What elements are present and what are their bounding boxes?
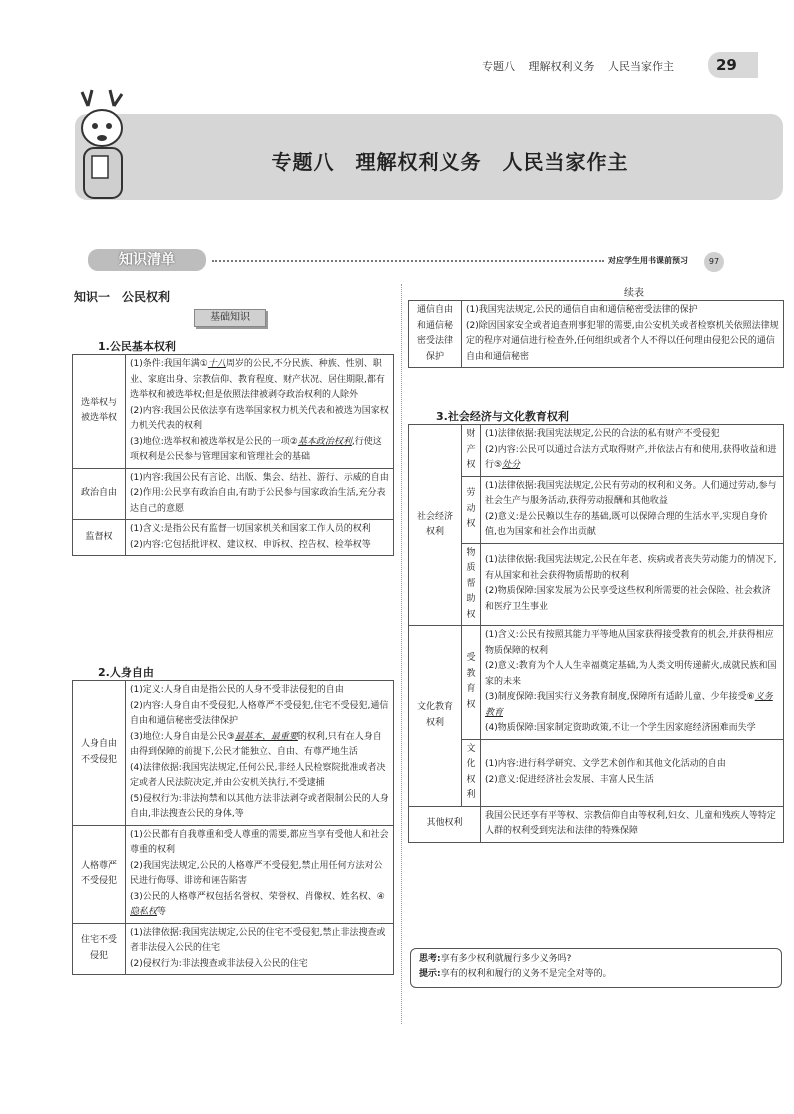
header-title1: 理解权利义务 xyxy=(528,60,595,73)
row-label: 受教育权 xyxy=(462,626,481,740)
text: (5)侵权行为:非法拘禁和以其他方法非法剥夺或者限制公民的人身自由,非法搜查公民的身体,等 xyxy=(130,793,389,819)
row-content xyxy=(481,476,784,543)
row-content xyxy=(126,923,394,975)
page-title: 专题八 理解权利义务 人民当家作主 xyxy=(271,150,629,174)
table-row xyxy=(409,739,784,806)
blank-answer: 基本政治权利 xyxy=(297,436,352,447)
table-row xyxy=(409,476,784,543)
page-ref-badge: 97 xyxy=(704,252,724,272)
row-content xyxy=(481,543,784,626)
row-label: 通信自由和通信秘密受法律保护 xyxy=(409,301,462,368)
page-number: 29 xyxy=(708,52,758,78)
row-content xyxy=(126,468,394,520)
row-label: 住宅不受侵犯 xyxy=(73,923,126,975)
table-personal-freedom xyxy=(72,680,394,975)
row-content xyxy=(481,739,784,806)
row-label: 文化权利 xyxy=(462,739,481,806)
text: (4)物质保障:国家制定资助政策,不让一个学生因家庭经济困难而失学 xyxy=(485,723,756,733)
row-label: 人身自由不受侵犯 xyxy=(73,681,126,826)
subsection-title: 1.公民基本权利 xyxy=(98,340,176,353)
table-row xyxy=(73,355,394,469)
text: (1)法律依据:我国宪法规定,公民的合法的私有财产不受侵犯 xyxy=(485,429,720,439)
text: (2)内容:它包括批评权、建议权、申诉权、控告权、检举权等 xyxy=(130,539,371,550)
text: (4)法律依据:我国宪法规定,任何公民,非经人民检察院批准或者决定或者人民法院决定,并由公安机关执行,不受逮捕 xyxy=(130,762,386,788)
continued-label: 续表 xyxy=(624,288,644,299)
basic-knowledge-label: 基础知识 xyxy=(194,309,266,327)
row-content xyxy=(126,520,394,556)
blank-answer: 隐私权 xyxy=(130,907,158,917)
deer-mascot-icon xyxy=(70,86,140,206)
group-label: 其他权利 xyxy=(409,806,481,842)
section-title: 知识一 公民权利 xyxy=(74,290,171,304)
header-topic: 专题八 xyxy=(482,60,515,73)
row-content xyxy=(126,681,394,826)
row-content: 我国公民还享有平等权、宗教信仰自由等权利,妇女、儿童和残疾人等特定人群的权利受到宪法和法律的特殊保障 xyxy=(481,806,784,842)
text: 的权利,只有在人身自由得到保障的前提下,公民才能独立、自由、有尊严地生活 xyxy=(130,731,382,757)
text: (1)内容:进行科学研究、文学艺术创作和其他文化活动的自由 xyxy=(485,759,726,769)
table-row xyxy=(409,425,784,477)
text: (1)定义:人身自由是指公民的人身不受非法侵犯的自由 xyxy=(130,685,344,695)
text: (3)地位:选举权和被选举权是公民的一项② xyxy=(130,436,298,447)
text: (2)内容:人身自由不受侵犯,人格尊严不受侵犯,住宅不受侵犯,通信自由和通信秘密受法律保护 xyxy=(130,700,389,726)
text: (2)物质保障:国家发展为公民享受这些权利所需要的社会保险、社会救济和医疗卫生事业 xyxy=(485,586,771,612)
think-box xyxy=(410,948,782,988)
group-label: 文化教育权利 xyxy=(409,626,462,807)
text: (2)除因国家安全或者追查刑事犯罪的需要,由公安机关或者检察机关依照法律规定的程序对通信进行检查外,任何组织或者个人不得以任何理由侵犯公民的通信自由和通信秘密 xyxy=(466,320,779,362)
row-label: 劳动权 xyxy=(462,476,481,543)
group-label: 社会经济权利 xyxy=(409,425,462,626)
row-label: 人格尊严不受侵犯 xyxy=(73,825,126,923)
text: (2)意义:教育为个人人生幸福奠定基础,为人类文明传递薪火,成就民族和国家的未来 xyxy=(485,661,777,687)
text: (3)制度保障:我国实行义务教育制度,保障所有适龄儿童、少年接受⑥ xyxy=(485,692,755,702)
table-row xyxy=(409,301,784,368)
row-label: 物质帮助权 xyxy=(462,543,481,626)
blank-answer: 最基本、最重要 xyxy=(234,731,298,742)
table-row xyxy=(73,520,394,556)
text: (1)我国宪法规定,公民的通信自由和通信秘密受法律的保护 xyxy=(466,305,698,315)
table-socioeconomic-rights xyxy=(408,424,784,843)
table-row xyxy=(73,923,394,975)
table-row xyxy=(409,806,784,842)
table-row xyxy=(409,626,784,740)
text: (1)公民都有自我尊重和受人尊重的需要,都应当享有受他人和社会尊重的权利 xyxy=(130,829,389,855)
subsection-title: 3.社会经济与文化教育权利 xyxy=(436,410,569,423)
text: (1)法律依据:我国宪法规定,公民有劳动的权利和义务。人们通过劳动,参与社会生产与服务活动,获得劳动报酬和其他收益 xyxy=(485,480,777,506)
text: (3)地位:人身自由是公民③ xyxy=(130,731,235,742)
row-content xyxy=(126,825,394,923)
text: ,行使这项权利是公民参与管理国家和管理社会的基础 xyxy=(130,436,382,462)
column-divider xyxy=(401,284,402,1024)
text: (2)作用:公民享有政治自由,有助于公民参与国家政治生活,充分表达自己的意愿 xyxy=(130,488,386,514)
row-label: 监督权 xyxy=(73,520,126,556)
table-row xyxy=(73,468,394,520)
text: (2)我国宪法规定,公民的人格尊严不受侵犯,禁止用任何方法对公民进行侮辱、诽谤和诬告陷害 xyxy=(130,860,383,886)
knowledge-list-label: 知识清单 xyxy=(88,249,206,271)
row-content xyxy=(481,626,784,740)
header-title2: 人民当家作主 xyxy=(608,60,674,73)
text: 等 xyxy=(157,907,167,917)
blank-answer: 义务教育 xyxy=(485,692,773,718)
blank-answer: 十八 xyxy=(207,359,226,369)
hint-text: 享有的权利和履行的义务不是完全对等的。 xyxy=(440,969,612,979)
row-content xyxy=(481,425,784,477)
running-header xyxy=(482,58,684,74)
text: (1)含义:公民有按照其能力平等地从国家获得接受教育的机会,并获得相应物质保障的权利 xyxy=(485,630,774,656)
dotted-divider xyxy=(212,260,604,262)
table-row xyxy=(73,825,394,923)
row-content xyxy=(462,301,784,368)
text: (2)内容:我国公民依法享有选举国家权力机关代表和被选为国家权力机关代表的权利 xyxy=(130,405,389,431)
table-continued xyxy=(408,300,784,368)
text: (1)法律依据:我国宪法规定,公民在年老、疾病或者丧失劳动能力的情况下,有从国家和社会获得物质帮助的权利 xyxy=(485,555,777,581)
text: (1)内容:我国公民有言论、出版、集会、结社、游行、示威的自由 xyxy=(130,472,389,483)
text: (1)法律依据:我国宪法规定,公民的住宅不受侵犯,禁止非法搜查或者非法侵入公民的住宅 xyxy=(130,927,386,953)
think-label: 思考: xyxy=(419,954,441,964)
side-reference: 对应学生用书课前预习 xyxy=(608,256,688,265)
row-content xyxy=(126,355,394,469)
text: (1)含义:是指公民有监督一切国家机关和国家工作人员的权利 xyxy=(130,524,371,534)
row-label: 选举权与被选举权 xyxy=(73,355,126,469)
table-basic-rights xyxy=(72,354,394,556)
blank-answer: 处分 xyxy=(502,460,521,470)
table-row xyxy=(73,681,394,826)
text: 周岁的公民,不分民族、种族、性别、职业、家庭出身、宗教信仰、教育程度、财产状况、居住期限,都有选举权和被选举权;但是依照法律被剥夺政治权利的人除外 xyxy=(130,359,385,400)
text: (2)侵权行为:非法搜查或非法侵入公民的住宅 xyxy=(130,958,308,969)
text: (2)意义:促进经济社会发展、丰富人民生活 xyxy=(485,774,654,785)
think-question: 享有多少权利就履行多少义务吗? xyxy=(440,954,572,964)
subsection-title: 2.人身自由 xyxy=(98,666,154,679)
text: (1)条件:我国年满① xyxy=(130,359,208,369)
table-row xyxy=(409,543,784,626)
text: (2)内容:公民可以通过合法方式取得财产,并依法占有和使用,获得收益和进行⑤ xyxy=(485,444,777,470)
text: (3)公民的人格尊严权包括名誉权、荣誉权、肖像权、姓名权、④ xyxy=(130,891,385,902)
hint-label: 提示: xyxy=(419,969,441,979)
text: (2)意义:是公民赖以生存的基础,既可以保障合理的生活水平,实现自身价值,也为国家和社会作出贡献 xyxy=(485,511,768,537)
row-label: 政治自由 xyxy=(73,468,126,520)
row-label: 财产权 xyxy=(462,425,481,477)
